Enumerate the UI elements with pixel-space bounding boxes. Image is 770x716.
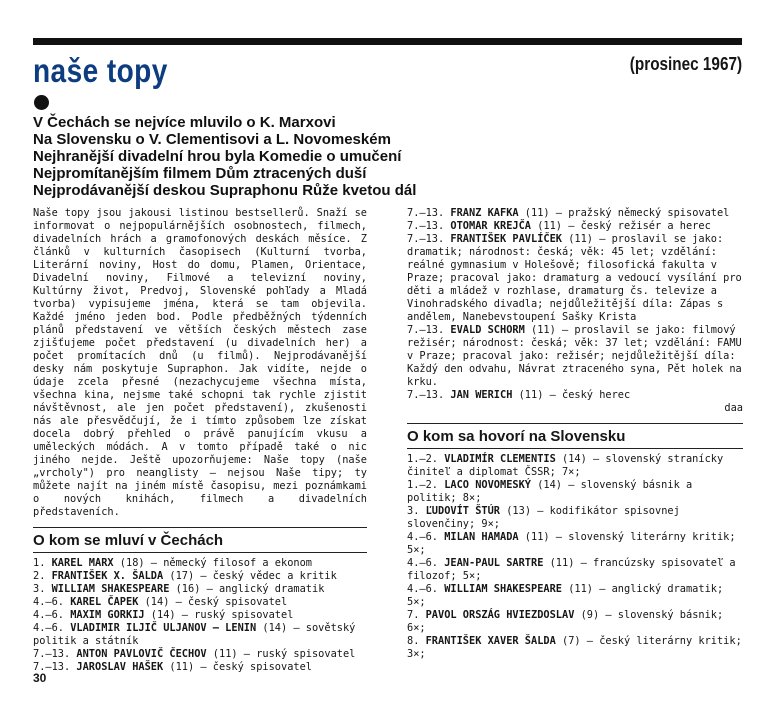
person-details: (11) — proslavil se jako: filmový režisér; národnost: česká; věk: 37 let; vzdělání: FAMU v Praze; pracoval jako: režisér; nejdůležitější díla: Každý den odvahu, Návrat ztraceného syna, Pět holek na krku. [407,324,742,388]
rank: 4.—6. [407,557,438,569]
person-name: JAROSLAV HAŠEK [76,661,164,673]
author-signature: daa [724,402,743,414]
headline-list [33,114,417,199]
person-name: VLADIMÍR CLEMENTIS [444,453,556,465]
person-details: (11) — český režisér a herec [531,220,711,232]
list-item [407,479,743,505]
rank: 4.—6. [407,583,438,595]
headline: Nejprodávanější deskou Supraphonu Růže kvetou dál [33,182,417,199]
rank: 3. [33,583,46,595]
rank: 1. [33,557,46,569]
list-item [407,557,743,583]
list-item [407,389,743,402]
person-details: (9) — slovenský básnik; 6×; [407,609,724,634]
person-details: (17) — český vědec a kritik [163,570,337,582]
person-name: ANTON PAVLOVIČ ČECHOV [76,648,207,660]
person-details: (14) — slovenský básnik a politik; 8×; [407,479,693,504]
rank: 3. [407,505,420,517]
rank: 1.—2. [407,479,438,491]
person-name: WILLIAM SHAKESPEARE [444,583,562,595]
person-details: (11) — anglický dramatik; 5×; [407,583,724,608]
intro-paragraph: Naše topy jsou jakousi listinou bestsellerů. Snaží se informovat o nejpopulárnějších osobnostech, filmech, divadelních hrách a gramofonových deskách měsíce. Z článků v kulturních časopisech (Kulturní tvorba, Literární noviny, Host do domu, Plamen, Orientace, Divadelní noviny, Filmové a televizní noviny, Kultúrny život, Predvoj, Slovenské pohľady a Mladá tvorba) vypisujeme jména, která se tam objevila. Každé jméno jeden bod. Podle předběžných týdenních plánů představení ve větších českých městech zase zjišťujeme počet představení (u divadelních her) a počet promítacích dnů (u filmů). Nejprodávanější desky nám poskytuje Supraphon. Jak vidíte, nejde o údaje zcela přesné (nezachycujeme všechna místa, všechna kina, nejsme také schopni tak rychle zjistit návštěvnost, ale jen počet představení), zkušenosti nás ale přesvědčují, že i tímto způsobem lze získat docela dobrý přehled o právě panujícím vkusu a uměleckých módách. A v tomto případě také o nic jiného nejde. Ještě upozorňujeme: Naše topy (naše „vrcholy") pro neanglisty — nejsou Naše tipy; ty můžete najít na jiném místě časopisu, mezi poznámkami o nových knihách, filmech a divadelních představeních. [33,207,367,518]
top-rule [33,38,742,45]
rank: 7.—13. [407,207,445,219]
person-name: FRANTIŠEK XAVER ŠALDA [425,635,556,647]
list-item [407,635,743,661]
headline: Nejhranější divadelní hrou byla Komedie o umučení [33,148,402,165]
list-item [407,505,743,531]
list-item [33,596,367,609]
person-details: (11) — pražský německý spisovatel [518,207,730,219]
person-name: ĽUDOVÍT ŠTÚR [425,505,501,517]
person-name: KAREL MARX [51,557,114,569]
headline: Na Slovensku o V. Clementisovi a L. Novomeském [33,131,391,148]
list-item [33,557,367,570]
rank: 1.—2. [407,453,438,465]
list-item [33,622,367,648]
person-details: (13) — kodifikátor spisovnej slovenčiny; 9×; [407,505,680,530]
person-details: (14) — slovenský stranícky činiteľ a diplomat ČSSR; 7×; [407,453,724,478]
list-item [33,648,367,661]
person-details: (14) — ruský spisovatel [144,609,294,621]
person-name: WILLIAM SHAKESPEARE [51,583,170,595]
rank: 7.—13. [33,661,71,673]
czech-section-heading: O kom se mluví v Čechách [33,527,367,553]
person-name: MAXIM GORKIJ [70,609,145,621]
person-details: (11) — ruský spisovatel [206,648,356,660]
list-item [407,609,743,635]
person-name: LACO NOVOMESKÝ [444,479,531,491]
rank: 4.—6. [33,622,64,634]
list-item [407,233,743,324]
rank: 8. [407,635,420,647]
slovak-section-heading: O kom sa hovorí na Slovensku [407,423,743,449]
person-details: (7) — český literárny kritik; 3×; [407,635,742,660]
person-name: EVALD SCHORM [450,324,525,336]
person-name: MILAN HAMADA [444,531,519,543]
person-details: (11) — český spisovatel [163,661,312,673]
page-title: naše topy [33,52,168,89]
list-item [33,661,367,674]
list-item [407,453,743,479]
person-name: KAREL ČAPEK [70,596,139,608]
rank: 4.—6. [33,596,64,608]
rank: 7.—13. [407,220,445,232]
rank: 7.—13. [33,648,71,660]
rank: 7.—13. [407,389,445,401]
right-column [407,207,743,661]
person-details: (11) — proslavil se jako: dramatik; národnost: česká; věk: 45 let; vzdělání: reálné gymnasium v Holešově; filosofická fakulta v Praze; pracoval jako: dramaturg a vedoucí vysílání pro děti a mládež v rozhlase, dramaturg čs. televize a Vinohradského divadla; nejdůležitější díla: Zápas s andělem, Nanebevstoupení Sašky Krista [407,233,742,323]
person-details: (11) — český herec [512,389,631,401]
person-name: FRANZ KAFKA [450,207,519,219]
person-name: PAVOL ORSZÁG HVIEZDOSLAV [425,609,575,621]
page-number: 30 [33,671,47,685]
rank: 4.—6. [407,531,438,543]
person-name: JEAN-PAUL SARTRE [444,557,544,569]
person-name: JAN WERICH [450,389,513,401]
person-details: (14) — český spisovatel [138,596,288,608]
list-item [33,609,367,622]
bullet-icon [34,95,49,110]
headline: V Čechách se nejvíce mluvilo o K. Marxovi [33,114,336,131]
person-details: (18) — německý filosof a ekonom [113,557,312,569]
list-item [407,583,743,609]
headline: Nejpromítanějším filmem Dům ztracených duší [33,165,367,182]
rank: 7.—13. [407,233,445,245]
person-name: VLADIMIR ILJIČ ULJANOV — LENIN [70,622,257,634]
person-details: (11) — francúzsky spisovateľ a filozof; 5×; [407,557,736,582]
list-item [407,220,743,233]
person-name: OTOMAR KREJČA [450,220,531,232]
rank: 7. [407,609,420,621]
rank: 7.—13. [407,324,445,336]
person-name: FRANTIŠEK X. ŠALDA [51,570,164,582]
left-column [33,207,367,674]
person-details: (11) — slovenský literárny kritik; 5×; [407,531,736,556]
list-item [407,324,743,389]
list-item [33,570,367,583]
list-item [407,531,743,557]
list-item [407,207,743,220]
person-details: (14) — sovětský politik a státník [33,622,356,647]
person-name: FRANTIŠEK PAVLÍČEK [450,233,562,245]
issue-date: (prosinec 1967) [629,54,742,74]
rank: 2. [33,570,46,582]
list-item [33,583,367,596]
person-details: (16) — anglický dramatik [169,583,325,595]
rank: 4.—6. [33,609,64,621]
